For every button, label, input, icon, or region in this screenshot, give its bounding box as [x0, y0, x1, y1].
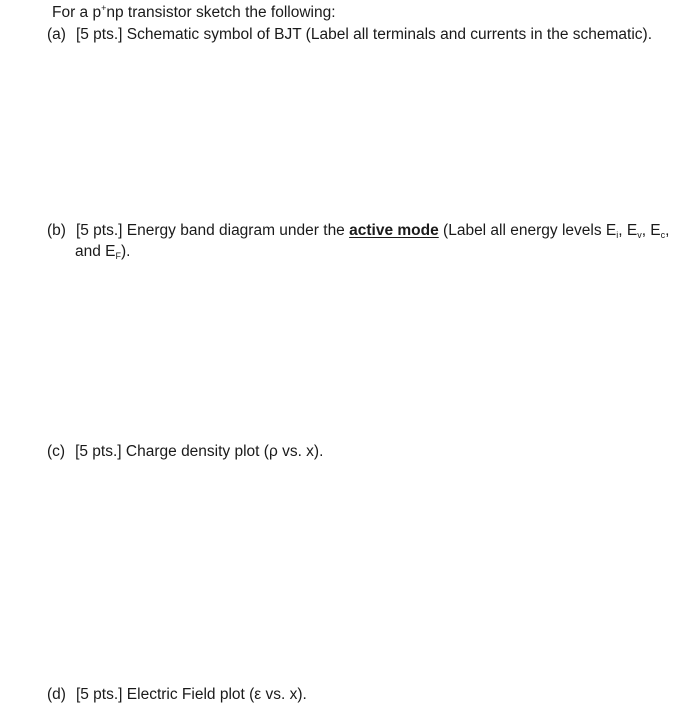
question-b-points: [5 pts.] — [75, 222, 123, 239]
question-b-sep-2: , E — [641, 222, 661, 239]
answer-space-b — [0, 265, 700, 435]
question-a — [47, 25, 652, 45]
subscript-c: c — [660, 230, 666, 240]
answer-space-a — [0, 48, 700, 218]
intro-suffix: np transistor sketch the following: — [106, 4, 336, 21]
question-b-line2-after: ). — [121, 243, 131, 260]
question-c-points: [5 pts.] — [75, 443, 122, 460]
question-b-sep-3: , — [665, 222, 670, 239]
subscript-f: F — [115, 251, 122, 261]
question-b-line2-before: and E — [75, 243, 116, 260]
question-b-text-before: Energy band diagram under the — [126, 222, 350, 239]
question-a-points: [5 pts.] — [75, 26, 123, 43]
question-a-text: Schematic symbol of BJT (Label all terminals and currents in the schematic). — [126, 26, 653, 43]
intro-superscript: + — [101, 3, 107, 13]
subscript-v: v — [637, 230, 642, 240]
question-b-line-2 — [75, 242, 130, 262]
intro-prefix: For a p — [52, 4, 102, 21]
question-b-emphasis: active mode — [349, 222, 439, 239]
question-c-text: Charge density plot (ρ vs. x). — [125, 443, 324, 460]
question-d-text: Electric Field plot (ε vs. x). — [126, 686, 307, 703]
answer-space-c — [0, 465, 700, 680]
question-c — [47, 442, 323, 462]
question-d — [47, 685, 307, 705]
question-b — [47, 221, 669, 241]
question-b-sep-1: , E — [618, 222, 638, 239]
question-b-text-after: (Label all energy levels E — [438, 222, 617, 239]
intro-instruction — [52, 3, 336, 23]
question-b-label: (b) — [47, 222, 66, 239]
question-a-label: (a) — [47, 26, 66, 43]
subscript-i: i — [616, 230, 619, 240]
question-c-label: (c) — [47, 443, 66, 460]
question-d-label: (d) — [47, 686, 66, 703]
question-d-points: [5 pts.] — [75, 686, 123, 703]
